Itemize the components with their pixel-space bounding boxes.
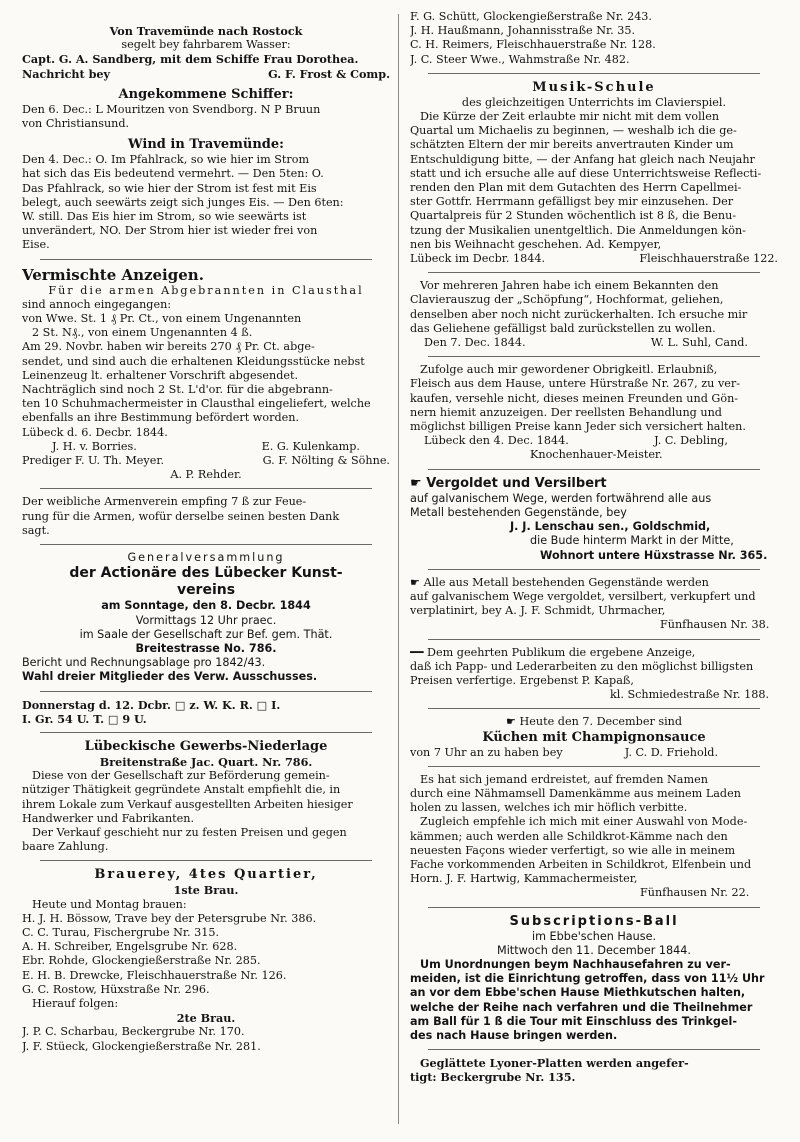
ship-line: Capt. G. A. Sandberg, mit dem Schiffe Frau Dorothea.: [22, 52, 359, 67]
gv-line: Wahl dreier Mitglieder des Verw. Ausschusses.: [22, 670, 318, 684]
brewery-notice: [22, 867, 390, 1053]
brewery-line: Heute und Montag brauen:: [32, 897, 187, 911]
combs-line: holen zu lassen, welches ich mir höflich verbitte.: [410, 801, 688, 815]
brewery-sub: 2te Brau.: [176, 1011, 236, 1026]
fire-line: Leinenzeug lt. erhaltener Vorschrift abgesendet.: [22, 368, 299, 382]
paper-line: Dem geehrten Publikum die ergebene Anzeige,: [427, 645, 696, 659]
section-rule: [428, 569, 760, 570]
brewer-item: J. P. C. Scharbau, Beckergrube Nr. 170.: [22, 1025, 245, 1039]
chick-time: von 7 Uhr an zu haben bey: [410, 745, 563, 759]
metal-line: verplatinirt, bey A. J. F. Schmidt, Uhrmacher,: [410, 604, 666, 618]
signature-date: Den 7. Dec. 1844.: [424, 336, 526, 350]
women-line: Der weibliche Armenverein empfing 7 ß zur Feue-: [22, 495, 307, 509]
section-rule: [40, 544, 372, 545]
combs-line: Fache vorkommenden Arbeiten in Schildkrot, Elfenbein und: [410, 857, 752, 871]
ball-heading: Subscriptions-Ball: [509, 913, 679, 929]
section-rule: [428, 907, 760, 908]
brewer-item: Ebr. Rohde, Glockengießerstraße Nr. 285.: [22, 954, 261, 968]
brewer-item: J. C. Steer Wwe., Wahmstraße Nr. 482.: [410, 52, 630, 66]
metal-line: auf galvanischem Wege vergoldet, versilbert, verkupfert und: [410, 589, 756, 603]
ship-contact: [22, 67, 390, 81]
signature-name: J. C. Debling,: [654, 434, 728, 448]
paper-signature: kl. Schmiedestraße Nr. 188.: [610, 688, 770, 702]
section-rule: [40, 860, 372, 861]
music-heading: Musik-Schule: [532, 79, 656, 95]
section-rule: [428, 1049, 760, 1050]
meat-line: kaufen, versehle nicht, dieses meinen Freunden und Gön-: [410, 391, 739, 405]
combs-line: Es hat sich jemand erdreistet, auf fremden Namen: [420, 772, 708, 786]
music-line: tzung der Musikalien unentgeltlich. Die Anmeldungen kön-: [410, 223, 746, 237]
brewer-item: G. C. Rostow, Hüxstraße Nr. 296.: [22, 982, 210, 996]
brewery-heading: Brauerey, 4tes Quartier,: [94, 867, 318, 883]
left-column: [22, 24, 390, 1054]
combs-line: neuesten Façons wieder verfertigt, so wie alle in meinem: [410, 843, 736, 857]
trade-line: Handwerker und Fabrikanten.: [22, 811, 195, 825]
section-rule: [428, 766, 760, 767]
ship-notice: [22, 24, 390, 81]
ball-line: Um Unordnungen beym Nachhausefahren zu ver-: [420, 957, 731, 971]
signature-date: Lübeck im Decbr. 1844.: [410, 252, 546, 266]
butcher-notice: [410, 363, 778, 462]
ball-venue: im Ebbe'schen Hause.: [531, 929, 657, 943]
wind-line: unverändert, NO. Der Strom hier ist wieder frei von: [22, 224, 318, 238]
arrived-heading: Angekommene Schiffer:: [118, 86, 294, 102]
right-column: [410, 10, 778, 1085]
fire-signatures: [22, 454, 390, 468]
wind-line: belegt, auch seewärts zeigt sich junges Eis. — Den 6ten:: [22, 195, 344, 209]
gv-line: am Sonntage, den 8. Decbr. 1844: [101, 599, 311, 613]
signature-name: J. C. D. Friehold.: [624, 745, 718, 759]
cardboard-notice: [410, 646, 778, 703]
fire-signatures: [22, 440, 390, 454]
lodge-line: I. Gr. 54 U. T. □ 9 U.: [22, 711, 147, 726]
signature: G. F. Nölting & Söhne.: [262, 454, 390, 468]
fire-line: ten 10 Schuhmachermeister in Clausthal eingeliefert, welche: [22, 397, 371, 411]
fire-line: Nachträglich sind noch 2 St. L'd'or. für die abgebrann-: [22, 383, 333, 397]
wind-line: Den 4. Dec.: O. Im Pfahlrack, so wie hier im Strom: [22, 153, 310, 167]
gild-line: auf galvanischem Wege, werden fortwährend alle aus: [410, 491, 712, 505]
lodge-notice: [22, 698, 390, 726]
combs-signature: Fünfhausen Nr. 22.: [640, 886, 750, 900]
lend-line: Vor mehreren Jahren habe ich einem Bekannten den: [420, 279, 719, 293]
fire-line: von Wwe. St. 1 ₰ Pr. Ct., von einem Ungenannten: [22, 312, 302, 326]
ship-subtitle: segelt bey fahrbarem Wasser:: [121, 38, 291, 52]
gv-line: Vormittags 12 Uhr praec.: [135, 613, 277, 627]
ship-title: Von Travemünde nach Rostock: [109, 24, 303, 38]
combs-line: Horn. J. F. Hartwig, Kammachermeister,: [410, 872, 638, 886]
music-line: statt und ich ersuche alle auf diese Unterrichtsweise Reflecti-: [410, 166, 762, 180]
trade-line: Diese von der Gesellschaft zur Beförderung gemein-: [32, 769, 330, 783]
gild-signature: Wohnort untere Hüxstrasse Nr. 365.: [540, 548, 768, 562]
section-rule: [428, 639, 760, 640]
wind-line: Das Pfahlrack, so wie hier der Strom ist fest mit Eis: [22, 181, 317, 195]
pointing-hand-icon: ☛: [505, 715, 520, 729]
section-rule: [428, 469, 760, 470]
brewer-item: C. H. Reimers, Fleischhauerstraße Nr. 128.: [410, 38, 656, 52]
lend-line: Clavierauszug der „Schöpfung“, Hochformat, geliehen,: [410, 293, 724, 307]
trade-line: nütziger Thätigkeit gegründete Anstalt empfiehlt die, in: [22, 783, 341, 797]
signature: Prediger F. U. Th. Meyer.: [22, 454, 165, 468]
brewer-item: J. H. Haußmann, Johannisstraße Nr. 35.: [410, 24, 636, 38]
fire-line: Für die armen Abgebrannten in Clausthal: [48, 283, 364, 297]
gilding-notice: [410, 476, 778, 563]
women-relief-notice: [22, 495, 390, 538]
signature: E. G. Kulenkamp.: [261, 439, 360, 453]
ball-notice: [410, 914, 778, 1044]
music-line: nen bis Weihnacht geschehen. Ad. Kempyer,: [410, 237, 662, 251]
section-rule: [40, 732, 372, 733]
brewer-item: E. H. B. Drewcke, Fleischhauerstraße Nr. 126.: [22, 968, 287, 982]
trade-heading: Lübeckische Gewerbs-Niederlage: [84, 738, 328, 754]
trade-line: ihrem Lokale zum Verkauf ausgestellten Arbeiten hiesiger: [22, 797, 353, 811]
signature: J. H. v. Borries.: [52, 439, 137, 453]
gv-line: Bericht und Rechnungsablage pro 1842/43.: [22, 656, 266, 670]
chick-line: Heute den 7. December sind: [519, 715, 683, 729]
section-rule: [40, 488, 372, 489]
dash-ornament: ━━: [410, 645, 428, 659]
arrived-line: Den 6. Dec.: L Mouritzen von Svendborg. N P Bruun: [22, 102, 321, 116]
lent-score-notice: [410, 279, 778, 350]
chick-signature: [410, 746, 778, 760]
brewery-line: Hierauf folgen:: [32, 996, 119, 1010]
lend-line: denselben aber noch nicht zurückerhalten. Ich ersuche mir: [410, 307, 748, 321]
ball-line: meiden, ist die Einrichtung getroffen, dass von 11½ Uhr: [410, 972, 765, 986]
pointing-hand-icon: ☛: [410, 575, 424, 589]
music-school-notice: [410, 80, 778, 266]
general-assembly-notice: [22, 551, 390, 684]
section-rule: [40, 259, 372, 260]
music-line: Quartal um Michaelis zu beginnen, — weshalb ich die ge-: [410, 124, 737, 138]
trade-line: Der Verkauf geschieht nur zu festen Preisen und gegen: [32, 825, 347, 839]
fire-line: ebenfalls an ihre Bestimmung befördert worden.: [22, 411, 300, 425]
signature-title: Knochenhauer-Meister.: [530, 448, 663, 462]
trade-address: Breitenstraße Jac. Quart. Nr. 786.: [99, 754, 313, 769]
ball-line: welche der Reihe nach verfahren und die Theilnehmer: [410, 1000, 753, 1014]
metal-line: Alle aus Metall bestehenden Gegenstände werden: [423, 575, 709, 589]
lyon-line: tigt: Beckergrube Nr. 135.: [410, 1070, 576, 1085]
brewer-list-continued: [410, 10, 778, 67]
combs-line: kämmen; auch werden alle Schildkrot-Kämme nach den: [410, 829, 728, 843]
brewer-item: C. C. Turau, Fischergrube Nr. 315.: [22, 925, 220, 939]
section-rule: [428, 272, 760, 273]
ball-line: am Ball für 1 ß die Tour mit Einschluss des Trinkgel-: [410, 1014, 737, 1028]
fire-line: Am 29. Novbr. haben wir bereits 270 ₰ Pr. Ct. abge-: [22, 340, 315, 354]
gv-line: im Saale der Gesellschaft zur Bef. gem. Thät.: [79, 627, 333, 641]
gv-line: Generalversammlung: [127, 551, 285, 565]
wind-heading: Wind in Travemünde:: [128, 137, 284, 153]
section-rule: [428, 73, 760, 74]
fire-line: Lübeck d. 6. Decbr. 1844.: [22, 425, 168, 439]
metal-signature: Fünfhausen Nr. 38.: [660, 618, 770, 632]
music-sub: des gleichzeitigen Unterrichts im Clavierspiel.: [461, 95, 727, 109]
section-rule: [428, 356, 760, 357]
music-line: ster Gottfr. Herrmann gefälligst bey mir einzusehen. Der: [410, 195, 734, 209]
wind-line: W. still. Das Eis hier im Strom, so wie seewärts ist: [22, 210, 307, 224]
women-line: sagt.: [22, 523, 50, 537]
music-line: renden den Plan mit dem Gutachten des Herrn Capellmei-: [410, 181, 742, 195]
music-line: Quartalpreis für 2 Stunden wöchentlich ist 8 ß, die Benu-: [410, 209, 737, 223]
brewer-item: F. G. Schütt, Glockengießerstraße Nr. 243.: [410, 10, 652, 23]
pointing-hand-icon: ☛: [410, 475, 427, 491]
paper-line: daß ich Papp- und Lederarbeiten zu den möglichst billigsten: [410, 659, 754, 673]
brewery-sub: 1ste Brau.: [173, 883, 239, 898]
gv-line: Breitestrasse No. 786.: [135, 641, 277, 655]
music-signature: [410, 252, 778, 266]
meat-line: möglichst billigen Preise kann Jeder sich versichert halten.: [410, 420, 746, 434]
gild-signature: die Bude hinterm Markt in der Mitte,: [530, 534, 734, 548]
ship-contact-label: Nachricht bey: [22, 66, 111, 81]
gild-heading: Vergoldet und Versilbert: [426, 475, 607, 491]
fire-line: sind annoch eingegangen:: [22, 297, 172, 311]
section-rule: [428, 708, 760, 709]
lodge-line: Donnerstag d. 12. Dcbr. □ z. W. K. R. □ I.: [22, 697, 281, 712]
music-line: schätzten Eltern der mir bereits anvertrauten Kinder um: [410, 138, 734, 152]
paper-line: Preisen verfertige. Ergebenst P. Kapaß,: [410, 673, 634, 687]
section-rule: [40, 691, 372, 692]
lyon-line: Geglättete Lyoner-Platten werden angefer-: [420, 1056, 689, 1071]
lyon-plates-notice: [410, 1056, 778, 1084]
meat-line: nern hiemit anzuzeigen. Der reellsten Behandlung und: [410, 405, 722, 419]
signature-address: Fleischhauerstraße 122.: [639, 252, 778, 266]
fire-line: sendet, und sind auch die erhaltenen Kleidungsstücke nebst: [22, 354, 365, 368]
lend-line: das Geliehene gefälligst bald zurückstellen zu wollen.: [410, 321, 716, 335]
brewer-item: J. F. Stüeck, Glockengießerstraße Nr. 281.: [22, 1039, 261, 1053]
music-line: Die Kürze der Zeit erlaubte mir nicht mit dem vollen: [420, 110, 720, 124]
brewer-item: A. H. Schreiber, Engelsgrube Nr. 628.: [22, 940, 238, 954]
chicken-notice: [410, 715, 778, 759]
signature: A. P. Rehder.: [170, 468, 242, 482]
trade-depot-notice: [22, 739, 390, 854]
brewer-item: H. J. H. Bössow, Trave bey der Petersgrube Nr. 386.: [22, 911, 317, 925]
gv-title: der Actionäre des Lübecker Kunst-: [69, 565, 343, 582]
gv-title: vereins: [176, 582, 236, 599]
fire-line: 2 St. N₰., von einem Ungenannten 4 ß.: [32, 326, 253, 340]
ship-contact-name: G. F. Frost & Comp.: [268, 66, 390, 81]
wind-report: [22, 137, 390, 252]
arrived-ships: [22, 87, 390, 131]
wind-line: hat sich das Eis bedeutend vermehrt. — Den 5ten: O.: [22, 167, 324, 181]
gild-signature: J. J. Lenschau sen., Goldschmid,: [510, 520, 711, 534]
signature-name: W. L. Suhl, Cand.: [650, 336, 748, 350]
metal-plating-notice: [410, 576, 778, 633]
chick-title: Küchen mit Champignonsauce: [482, 729, 706, 745]
misc-heading: Vermischte Anzeigen.: [22, 265, 204, 284]
combs-line: Zugleich empfehle ich mich mit einer Auswahl von Mode-: [420, 815, 748, 829]
gild-line: Metall bestehenden Gegenstände, bey: [410, 505, 627, 519]
column-divider: [398, 14, 399, 1124]
meat-signature: [410, 434, 778, 448]
fire-relief-notice: [22, 284, 390, 483]
meat-line: Fleisch aus dem Hause, untere Hürstraße Nr. 267, zu ver-: [410, 377, 741, 391]
meat-line: Zufolge auch mir gewordener Obrigkeitl. Erlaubniß,: [420, 363, 718, 377]
trade-line: baare Zahlung.: [22, 840, 109, 854]
ball-date: Mittwoch den 11. December 1844.: [497, 943, 691, 957]
ball-line: an vor dem Ebbe'schen Hause Miethkutschen halten,: [410, 986, 746, 1000]
women-line: rung für die Armen, wofür derselbe seinen besten Dank: [22, 509, 340, 523]
combs-line: durch eine Nähmamsell Damenkämme aus meinem Laden: [410, 786, 741, 800]
wind-line: Eise.: [22, 238, 50, 252]
music-line: Entschuldigung bitte, — der Anfang hat gleich nach Neujahr: [410, 152, 755, 166]
arrived-line: von Christiansund.: [22, 117, 130, 131]
comb-notice: [410, 773, 778, 901]
signature-date: Lübeck den 4. Dec. 1844.: [424, 434, 569, 448]
lend-signature: [410, 336, 778, 350]
ball-line: des nach Hause bringen werden.: [410, 1028, 618, 1042]
